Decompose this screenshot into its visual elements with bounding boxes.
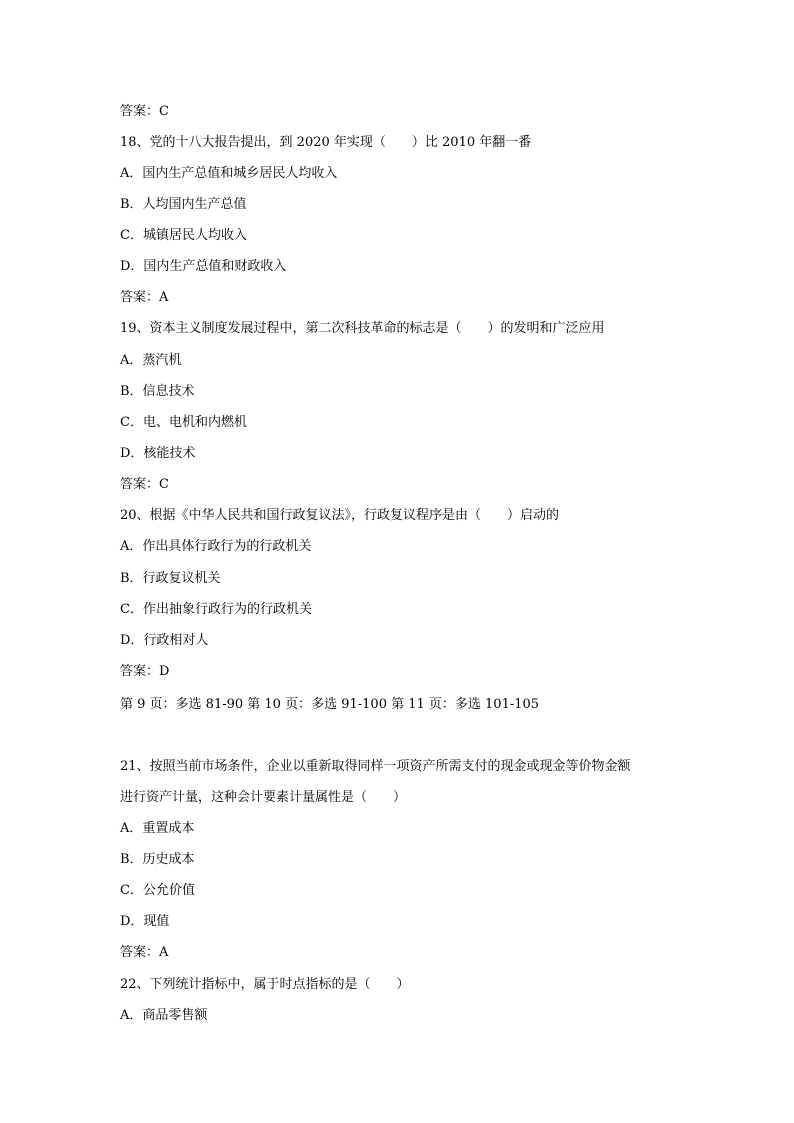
question-21: 21、按照当前市场条件，企业以重新取得同样一项资产所需支付的现金或现金等价物金额 xyxy=(120,759,631,774)
option-20-a: A．作出具体行政行为的行政机关 xyxy=(120,539,312,554)
question-20: 20、根据《中华人民共和国行政复议法》，行政复议程序是由（ ）启动的 xyxy=(120,508,560,523)
question-19: 19、资本主义制度发展过程中，第二次科技革命的标志是（ ）的发明和广泛应用 xyxy=(120,321,605,336)
option-21-c: C．公允价值 xyxy=(120,883,195,898)
option-21-b: B．历史成本 xyxy=(120,852,195,867)
option-18-a: A．国内生产总值和城乡居民人均收入 xyxy=(120,166,338,181)
option-18-b: B．人均国内生产总值 xyxy=(120,197,247,212)
answer-21: 答案：A xyxy=(120,945,169,960)
page-index-note: 第 9 页：多选 81-90 第 10 页：多选 91-100 第 11 页：多选 101-105 xyxy=(120,697,540,712)
option-19-d: D．核能技术 xyxy=(120,446,196,461)
option-21-a: A．重置成本 xyxy=(120,821,195,836)
question-21-cont: 进行资产计量，这种会计要素计量属性是（ ） xyxy=(120,790,407,805)
answer-18: 答案：A xyxy=(120,290,169,305)
option-21-d: D．现值 xyxy=(120,914,170,929)
option-20-b: B．行政复议机关 xyxy=(120,571,221,586)
answer-19: 答案：C xyxy=(120,477,169,492)
question-22: 22、下列统计指标中，属于时点指标的是（ ） xyxy=(120,977,410,992)
option-20-c: C．作出抽象行政行为的行政机关 xyxy=(120,602,312,617)
option-22-a: A．商品零售额 xyxy=(120,1008,208,1023)
option-18-d: D．国内生产总值和财政收入 xyxy=(120,259,287,274)
option-20-d: D．行政相对人 xyxy=(120,633,209,648)
option-19-c: C．电、电机和内燃机 xyxy=(120,415,247,430)
answer-20: 答案：D xyxy=(120,664,170,679)
question-18: 18、党的十八大报告提出，到 2020 年实现（ ）比 2010 年翻一番 xyxy=(120,135,532,150)
answer-17: 答案：C xyxy=(120,104,169,119)
option-19-b: B．信息技术 xyxy=(120,384,195,399)
option-19-a: A．蒸汽机 xyxy=(120,353,182,368)
option-18-c: C．城镇居民人均收入 xyxy=(120,228,247,243)
